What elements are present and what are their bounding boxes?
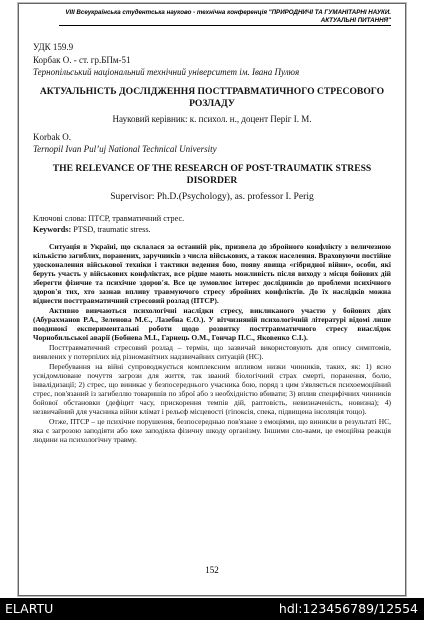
- conference-header: [59, 9, 391, 26]
- keywords-en: [33, 225, 391, 235]
- author-ua: Корбак О. - ст. гр.БПм-51: [33, 55, 131, 65]
- author-en: Korbak O.: [33, 132, 71, 142]
- affiliation-en: Ternopil Ivan Pul’uj National Technical University: [33, 144, 217, 154]
- page-number: 152: [205, 565, 219, 575]
- conference-header-line2: АКТУАЛЬНІ ПИТАННЯ": [320, 16, 391, 24]
- affiliation-ua: Тернопільський національний технічний університет ім. Івана Пулюя: [33, 67, 300, 77]
- udc-code: УДК 159.9: [33, 42, 74, 52]
- repository-footer-bar: [0, 598, 424, 620]
- keywords-en-label: Keywords:: [33, 225, 72, 234]
- document-page: [18, 3, 406, 596]
- title-ua: АКТУАЛЬНІСТЬ ДОСЛІДЖЕННЯ ПОСТТРАВМАТИЧНОГО СТРЕСОВОГО РОЗЛАДУ: [39, 86, 385, 109]
- repository-name: ELARTU: [5, 601, 54, 616]
- paragraph: Посттравматичний стресовий розлад – термін, що зазвичай використовують для опису симптомів, виявлених у потерпілих від різноманітних надзвичайних ситуацій (НС).: [33, 343, 391, 361]
- supervisor-en: Supervisor: Ph.D.(Psychology), as. professor I. Perig: [110, 191, 314, 202]
- keywords-ua: Ключові слова: ПТСР, травматичний стрес.: [33, 214, 185, 223]
- supervisor-ua: Науковий керівник: к. психол. н., доцент Періг І. М.: [112, 114, 312, 124]
- paragraph: Перебування на війні супроводжується комплексним впливом низки чинників, таких, як: 1) ясно усвідомлюване почуття загрози для життя, так званий біологічний страх смерті, поранення, болю, інвалідизації; 2) стрес, що виникає у безпосереднього учасника бою, поряд з цим з'являється психоемоційний стрес, пов'язаний із загибеллю товаришів по зброї або з необхідністю вбивати; 3) вплив специфічних чинників бойової обстановки (дефіцит часу, прискорення темпів дій, раптовість, невизначеність, новизна); 4) незвичайний для учасника війни клімат і рельєф місцевості (гіпоксія, спека, підвищена інсоляція тощо).: [33, 362, 391, 416]
- conference-header-line1: VIII Всеукраїнська студентська науково - технічна конференція "ПРИРОДНИЧІ ТА ГУМАНІТАРНІ НАУКИ.: [65, 9, 391, 16]
- title-en: THE RELEVANCE OF THE RESEARCH OF POST-TRAUMATIK STRESS DISORDER: [52, 163, 372, 186]
- handle-identifier: hdl:123456789/12554: [278, 601, 418, 616]
- article-body: [33, 242, 391, 445]
- paragraph: Ситуація в Україні, що склалася за останній рік, призвела до збройного конфлікту з величезною кількістю загиблих, поранених, заручників з числа військових, а також населення. Враховуючи постійне удосконалення військової техніки і тактики ведення бою, появу явища «гібридної війни», особи, які беруть участь у військових конфліктах, все рідше мають можливість після виходу з місця бойових дій зберегти фізичне та психічне здоров'я. Все це зумовлює інтерес дослідників до проблеми психічного здоров'я тих, хто зазнав впливу травмуючого стресу збройних конфліктів. До їх наслідків можна віднести посттравматичний стресовий розлад (ПТСР).: [33, 242, 391, 305]
- paragraph: Отже, ПТСР – це психічне порушення, безпосереднью пов'язане з емоціями, що виникли в результаті НС, яка є загрозою заподіяти або вже заподіяла фізичну шкоду організму. Іншими сло-вами, це емоційна реакція людини на психологічну травму.: [33, 417, 391, 444]
- paragraph: Активно вивчаються психологічні наслідки стресу, викликаного участю у бойових діях (Абурахманов Р.А., Зеленова М.Є., Лазебна Є.О.). У вітчизняній психологічній літературі відомі лише поодинокі експериментальні роботи щодо розвитку посттравматичного стресу внаслідок Чорнобильської аварії (Бобнева М.І., Гарнець О.М., Гончар П.С., Яковенко С.І.).: [33, 306, 391, 342]
- keywords-en-text: PTSD, traumatic stress.: [71, 225, 151, 234]
